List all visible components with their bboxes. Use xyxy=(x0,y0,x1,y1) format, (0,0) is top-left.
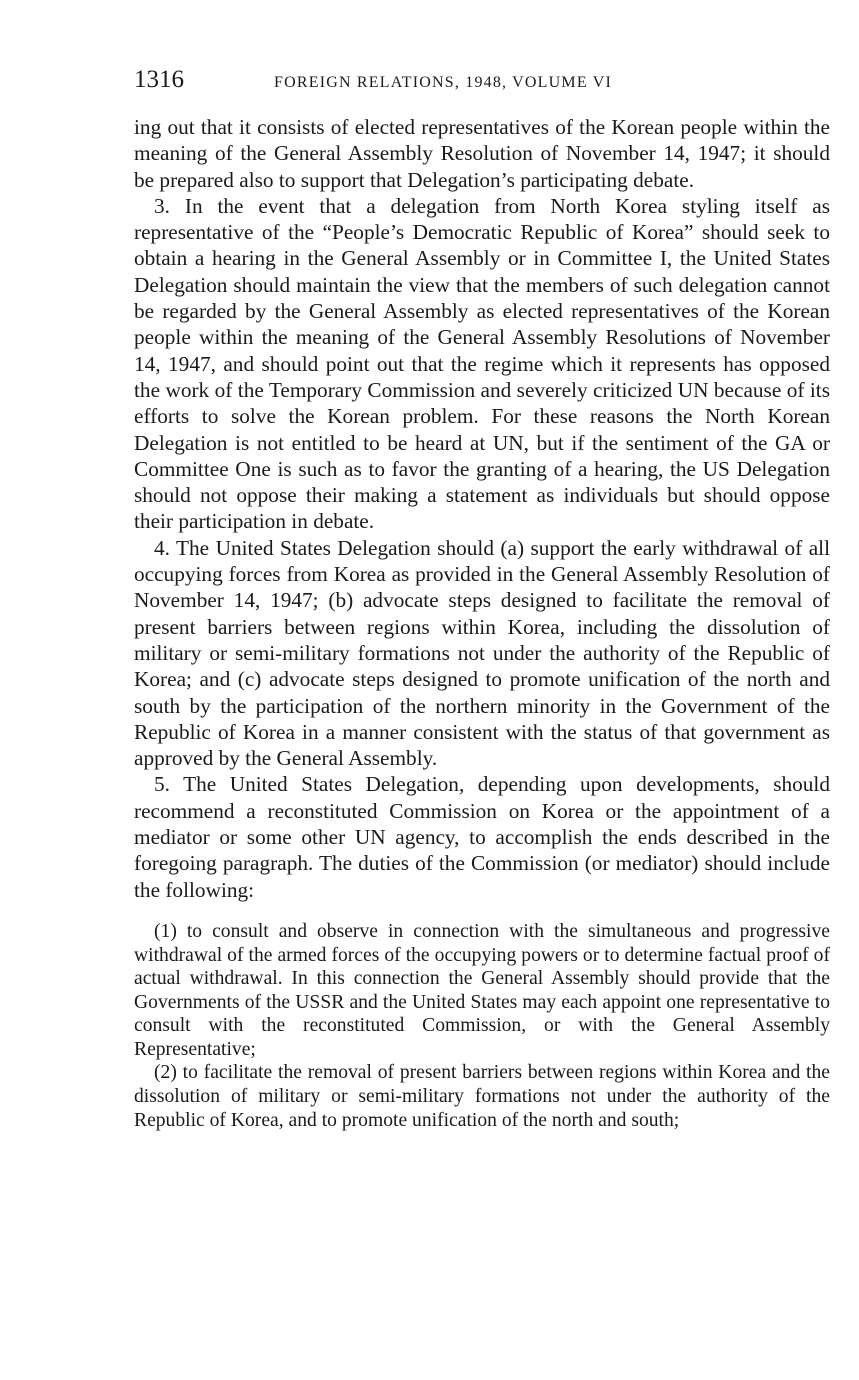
section-gap xyxy=(134,903,830,920)
page-number: 1316 xyxy=(134,66,184,93)
document-page xyxy=(134,66,830,1132)
journal-title: FOREIGN RELATIONS, 1948, VOLUME VI xyxy=(274,74,612,91)
list-item-2: (2) to facilitate the removal of present barriers between regions within Korea and the dissolution of military or semi-military formations not under the authority of the Republic of Korea, and to promote unification of the north and south; xyxy=(134,1062,830,1131)
paragraph-4: 4. The United States Delegation should (a) support the early withdrawal of all occupying forces from Korea as provided in the General Assembly Resolution of November 14, 1947; (b) advocate steps designed to facilitate the removal of present barriers between regions within Korea, including the dissolution of military or semi-military formations not under the authority of the Republic of Korea; and (c) advocate steps designed to promote unification of the north and south by the participation of the northern minority in the Government of the Republic of Korea in a manner consistent with the status of that government as approved by the General Assembly. xyxy=(134,535,830,771)
continued-paragraph: ing out that it consists of elected representatives of the Korean people within the meaning of the General Assembly Resolution of November 14, 1947; it should be prepared also to support that Delegation’s participating debate. xyxy=(134,115,830,192)
list-item-1: (1) to consult and observe in connection with the simultaneous and progressive withdrawal of the armed forces of the occupying powers or to determine factual proof of actual withdrawal. In this connection the General Assembly should provide that the Governments of the USSR and the United States may each appoint one representative to consult with the reconstituted Commission, or with the General Assembly Representative; xyxy=(134,920,830,1060)
running-head xyxy=(134,66,830,106)
paragraph-5: 5. The United States Delegation, depending upon developments, should recommend a reconstituted Commission on Korea or the appointment of a mediator or some other UN agency, to accomplish the ends described in the foregoing paragraph. The duties of the Commission (or mediator) should include the following: xyxy=(134,772,830,902)
paragraph-3: 3. In the event that a delegation from North Korea styling itself as representative of the “People’s Democratic Republic of Korea” should seek to obtain a hearing in the General Assembly or in Committee I, the United States Delegation should maintain the view that the members of such delegation cannot be regarded by the General Assembly as elected representatives of the Korean people within the meaning of the General Assembly Resolutions of November 14, 1947, and should point out that the regime which it represents has opposed the work of the Temporary Commission and severely criticized UN because of its efforts to solve the Korean problem. For these reasons the North Korean Delegation is not entitled to be heard at UN, but if the sentiment of the GA or Committee One is such as to favor the granting of a hearing, the US Delegation should not oppose their making a statement as individuals but should oppose their participation in debate. xyxy=(134,193,830,534)
